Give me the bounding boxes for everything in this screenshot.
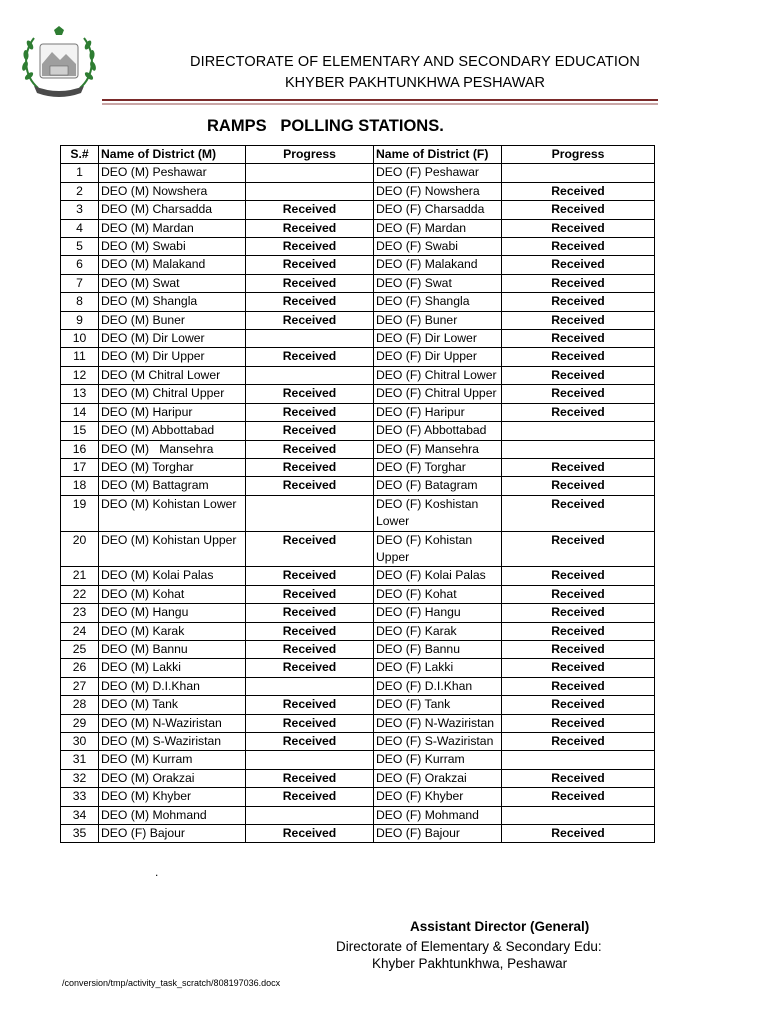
progress-m: Received xyxy=(246,348,374,366)
progress-f: Received xyxy=(502,495,655,531)
district-m-name: DEO (M) S-Waziristan xyxy=(99,733,246,751)
district-f-name: DEO (F) D.I.Khan xyxy=(374,677,502,695)
district-f-name: DEO (F) Torghar xyxy=(374,458,502,476)
district-m-name: DEO (M) Kolai Palas xyxy=(99,567,246,585)
column-header-serial: S.# xyxy=(61,146,99,164)
progress-m: Received xyxy=(246,659,374,677)
table-row xyxy=(61,751,655,769)
progress-f: Received xyxy=(502,274,655,292)
table-row xyxy=(61,238,655,256)
district-m-name: DEO (M) Buner xyxy=(99,311,246,329)
district-f-name: DEO (F) Swat xyxy=(374,274,502,292)
district-f-name: DEO (F) Mansehra xyxy=(374,440,502,458)
column-header-district-m: Name of District (M) xyxy=(99,146,246,164)
serial-number: 6 xyxy=(61,256,99,274)
progress-f: Received xyxy=(502,366,655,384)
serial-number: 7 xyxy=(61,274,99,292)
progress-m: Received xyxy=(246,825,374,843)
progress-m: Received xyxy=(246,622,374,640)
progress-f: Received xyxy=(502,585,655,603)
table-row xyxy=(61,293,655,311)
progress-f: Received xyxy=(502,182,655,200)
table-row xyxy=(61,385,655,403)
progress-m: Received xyxy=(246,567,374,585)
progress-m xyxy=(246,677,374,695)
progress-m: Received xyxy=(246,769,374,787)
table-row xyxy=(61,733,655,751)
table-row xyxy=(61,640,655,658)
provincial-emblem-icon xyxy=(16,24,102,104)
serial-number: 26 xyxy=(61,659,99,677)
header-divider xyxy=(102,99,658,101)
progress-m: Received xyxy=(246,788,374,806)
progress-m: Received xyxy=(246,201,374,219)
table-row xyxy=(61,788,655,806)
district-m-name: DEO (M) Torghar xyxy=(99,458,246,476)
district-f-name: DEO (F) Khyber xyxy=(374,788,502,806)
district-f-name: DEO (F) Charsadda xyxy=(374,201,502,219)
progress-f: Received xyxy=(502,640,655,658)
table-row xyxy=(61,201,655,219)
progress-m xyxy=(246,751,374,769)
table-row xyxy=(61,659,655,677)
progress-m: Received xyxy=(246,714,374,732)
district-m-name: DEO (M) Mohmand xyxy=(99,806,246,824)
table-row xyxy=(61,825,655,843)
district-f-name: DEO (F) N-Waziristan xyxy=(374,714,502,732)
progress-f: Received xyxy=(502,293,655,311)
serial-number: 19 xyxy=(61,495,99,531)
serial-number: 13 xyxy=(61,385,99,403)
serial-number: 4 xyxy=(61,219,99,237)
progress-m: Received xyxy=(246,256,374,274)
progress-m: Received xyxy=(246,604,374,622)
district-m-name: DEO (M) Mansehra xyxy=(99,440,246,458)
district-f-name: DEO (F) Abbottabad xyxy=(374,422,502,440)
serial-number: 29 xyxy=(61,714,99,732)
progress-f xyxy=(502,422,655,440)
signature-office: Directorate of Elementary & Secondary Edu: xyxy=(336,939,602,954)
district-m-name: DEO (M) Abbottabad xyxy=(99,422,246,440)
district-f-name: DEO (F) Kolai Palas xyxy=(374,567,502,585)
serial-number: 22 xyxy=(61,585,99,603)
serial-number: 25 xyxy=(61,640,99,658)
progress-f: Received xyxy=(502,733,655,751)
district-m-name: DEO (M) D.I.Khan xyxy=(99,677,246,695)
progress-m xyxy=(246,330,374,348)
column-header-district-f: Name of District (F) xyxy=(374,146,502,164)
table-row xyxy=(61,182,655,200)
serial-number: 2 xyxy=(61,182,99,200)
district-m-name: DEO (M) Malakand xyxy=(99,256,246,274)
district-m-name: DEO (M) Haripur xyxy=(99,403,246,421)
table-row xyxy=(61,495,655,531)
progress-f: Received xyxy=(502,348,655,366)
progress-m xyxy=(246,182,374,200)
district-f-name: DEO (F) Nowshera xyxy=(374,182,502,200)
table-row xyxy=(61,366,655,384)
serial-number: 20 xyxy=(61,531,99,567)
district-m-name: DEO (M) Dir Upper xyxy=(99,348,246,366)
progress-f: Received xyxy=(502,238,655,256)
table-row xyxy=(61,531,655,567)
serial-number: 34 xyxy=(61,806,99,824)
district-m-name: DEO (M) Lakki xyxy=(99,659,246,677)
serial-number: 28 xyxy=(61,696,99,714)
district-m-name: DEO (M) Tank xyxy=(99,696,246,714)
table-row xyxy=(61,604,655,622)
serial-number: 18 xyxy=(61,477,99,495)
progress-f: Received xyxy=(502,256,655,274)
serial-number: 12 xyxy=(61,366,99,384)
district-m-name: DEO (M Chitral Lower xyxy=(99,366,246,384)
district-f-name: DEO (F) Dir Upper xyxy=(374,348,502,366)
serial-number: 14 xyxy=(61,403,99,421)
progress-m: Received xyxy=(246,238,374,256)
progress-f: Received xyxy=(502,385,655,403)
progress-f: Received xyxy=(502,696,655,714)
progress-f: Received xyxy=(502,567,655,585)
district-m-name: DEO (F) Bajour xyxy=(99,825,246,843)
progress-m: Received xyxy=(246,274,374,292)
district-f-name: DEO (F) S-Waziristan xyxy=(374,733,502,751)
table-row xyxy=(61,219,655,237)
district-f-name: DEO (F) Swabi xyxy=(374,238,502,256)
district-m-name: DEO (M) Kohistan Lower xyxy=(99,495,246,531)
table-row xyxy=(61,769,655,787)
progress-f: Received xyxy=(502,311,655,329)
table-row xyxy=(61,330,655,348)
progress-f: Received xyxy=(502,477,655,495)
serial-number: 32 xyxy=(61,769,99,787)
header-subtitle: KHYBER PAKHTUNKHWA PESHAWAR xyxy=(285,75,545,91)
progress-f: Received xyxy=(502,604,655,622)
column-header-progress-m: Progress xyxy=(246,146,374,164)
file-path: /conversion/tmp/activity_task_scratch/808197036.docx xyxy=(62,978,281,988)
progress-f: Received xyxy=(502,219,655,237)
district-f-name: DEO (F) Chitral Upper xyxy=(374,385,502,403)
district-f-name: DEO (F) Peshawar xyxy=(374,164,502,182)
district-f-name: DEO (F) Kohat xyxy=(374,585,502,603)
serial-number: 21 xyxy=(61,567,99,585)
district-m-name: DEO (M) Kohistan Upper xyxy=(99,531,246,567)
district-f-name: DEO (F) Tank xyxy=(374,696,502,714)
district-m-name: DEO (M) Karak xyxy=(99,622,246,640)
table-row xyxy=(61,348,655,366)
table-row xyxy=(61,164,655,182)
progress-m: Received xyxy=(246,311,374,329)
table-row xyxy=(61,714,655,732)
progress-m: Received xyxy=(246,733,374,751)
progress-f xyxy=(502,164,655,182)
table-row xyxy=(61,403,655,421)
table-row xyxy=(61,440,655,458)
progress-f xyxy=(502,440,655,458)
table-row xyxy=(61,567,655,585)
table-row xyxy=(61,422,655,440)
serial-number: 30 xyxy=(61,733,99,751)
serial-number: 1 xyxy=(61,164,99,182)
district-f-name: DEO (F) Koshistan Lower xyxy=(374,495,502,531)
district-f-name: DEO (F) Hangu xyxy=(374,604,502,622)
progress-m: Received xyxy=(246,585,374,603)
district-f-name: DEO (F) Orakzai xyxy=(374,769,502,787)
serial-number: 23 xyxy=(61,604,99,622)
table-row xyxy=(61,256,655,274)
signature-location: Khyber Pakhtunkhwa, Peshawar xyxy=(372,956,568,971)
serial-number: 8 xyxy=(61,293,99,311)
serial-number: 31 xyxy=(61,751,99,769)
district-f-name: DEO (F) Bannu xyxy=(374,640,502,658)
district-f-name: DEO (F) Shangla xyxy=(374,293,502,311)
serial-number: 11 xyxy=(61,348,99,366)
district-m-name: DEO (M) Orakzai xyxy=(99,769,246,787)
progress-m: Received xyxy=(246,403,374,421)
district-m-name: DEO (M) Dir Lower xyxy=(99,330,246,348)
progress-f: Received xyxy=(502,403,655,421)
district-f-name: DEO (F) Kohistan Upper xyxy=(374,531,502,567)
polling-stations-table xyxy=(60,145,655,843)
progress-f: Received xyxy=(502,825,655,843)
serial-number: 35 xyxy=(61,825,99,843)
serial-number: 3 xyxy=(61,201,99,219)
district-m-name: DEO (M) Peshawar xyxy=(99,164,246,182)
district-f-name: DEO (F) Karak xyxy=(374,622,502,640)
progress-f: Received xyxy=(502,201,655,219)
district-m-name: DEO (M) Khyber xyxy=(99,788,246,806)
progress-f xyxy=(502,806,655,824)
table-row xyxy=(61,274,655,292)
serial-number: 15 xyxy=(61,422,99,440)
district-m-name: DEO (M) Chitral Upper xyxy=(99,385,246,403)
progress-f: Received xyxy=(502,458,655,476)
progress-m: Received xyxy=(246,440,374,458)
progress-m: Received xyxy=(246,458,374,476)
progress-f: Received xyxy=(502,788,655,806)
district-f-name: DEO (F) Buner xyxy=(374,311,502,329)
district-m-name: DEO (M) Mardan xyxy=(99,219,246,237)
signature-title: Assistant Director (General) xyxy=(410,919,590,934)
progress-m: Received xyxy=(246,696,374,714)
district-m-name: DEO (M) Nowshera xyxy=(99,182,246,200)
serial-number: 24 xyxy=(61,622,99,640)
table-row xyxy=(61,311,655,329)
district-f-name: DEO (F) Haripur xyxy=(374,403,502,421)
district-m-name: DEO (M) Bannu xyxy=(99,640,246,658)
table-row xyxy=(61,677,655,695)
progress-m: Received xyxy=(246,531,374,567)
serial-number: 5 xyxy=(61,238,99,256)
serial-number: 9 xyxy=(61,311,99,329)
progress-m: Received xyxy=(246,219,374,237)
table-row xyxy=(61,458,655,476)
district-f-name: DEO (F) Malakand xyxy=(374,256,502,274)
serial-number: 33 xyxy=(61,788,99,806)
emblem-logo xyxy=(16,24,102,104)
table-row xyxy=(61,806,655,824)
progress-f: Received xyxy=(502,714,655,732)
footnote-dot: . xyxy=(155,865,159,879)
district-m-name: DEO (M) Swabi xyxy=(99,238,246,256)
progress-m: Received xyxy=(246,385,374,403)
progress-m: Received xyxy=(246,422,374,440)
district-f-name: DEO (F) Lakki xyxy=(374,659,502,677)
district-m-name: DEO (M) Kurram xyxy=(99,751,246,769)
header-title: DIRECTORATE OF ELEMENTARY AND SECONDARY EDUCATION xyxy=(190,54,640,70)
progress-m xyxy=(246,495,374,531)
serial-number: 17 xyxy=(61,458,99,476)
progress-f: Received xyxy=(502,330,655,348)
progress-f xyxy=(502,751,655,769)
district-f-name: DEO (F) Kurram xyxy=(374,751,502,769)
table-body xyxy=(61,164,655,843)
district-f-name: DEO (F) Bajour xyxy=(374,825,502,843)
district-m-name: DEO (M) Shangla xyxy=(99,293,246,311)
table-row xyxy=(61,696,655,714)
progress-m xyxy=(246,806,374,824)
progress-m xyxy=(246,366,374,384)
district-m-name: DEO (M) Kohat xyxy=(99,585,246,603)
district-m-name: DEO (M) N-Waziristan xyxy=(99,714,246,732)
district-m-name: DEO (M) Swat xyxy=(99,274,246,292)
progress-f: Received xyxy=(502,622,655,640)
column-header-progress-f: Progress xyxy=(502,146,655,164)
district-m-name: DEO (M) Battagram xyxy=(99,477,246,495)
serial-number: 16 xyxy=(61,440,99,458)
progress-m: Received xyxy=(246,640,374,658)
serial-number: 10 xyxy=(61,330,99,348)
progress-m: Received xyxy=(246,477,374,495)
document-title: RAMPS POLLING STATIONS. xyxy=(207,117,444,135)
district-f-name: DEO (F) Batagram xyxy=(374,477,502,495)
district-f-name: DEO (F) Chitral Lower xyxy=(374,366,502,384)
district-f-name: DEO (F) Mohmand xyxy=(374,806,502,824)
district-f-name: DEO (F) Dir Lower xyxy=(374,330,502,348)
progress-m: Received xyxy=(246,293,374,311)
district-f-name: DEO (F) Mardan xyxy=(374,219,502,237)
serial-number: 27 xyxy=(61,677,99,695)
progress-f: Received xyxy=(502,659,655,677)
table-header-row xyxy=(61,146,655,164)
progress-f: Received xyxy=(502,769,655,787)
progress-m xyxy=(246,164,374,182)
progress-f: Received xyxy=(502,531,655,567)
header-divider-light xyxy=(102,103,658,105)
district-m-name: DEO (M) Hangu xyxy=(99,604,246,622)
table-row xyxy=(61,622,655,640)
district-m-name: DEO (M) Charsadda xyxy=(99,201,246,219)
table-row xyxy=(61,585,655,603)
table-row xyxy=(61,477,655,495)
progress-f: Received xyxy=(502,677,655,695)
